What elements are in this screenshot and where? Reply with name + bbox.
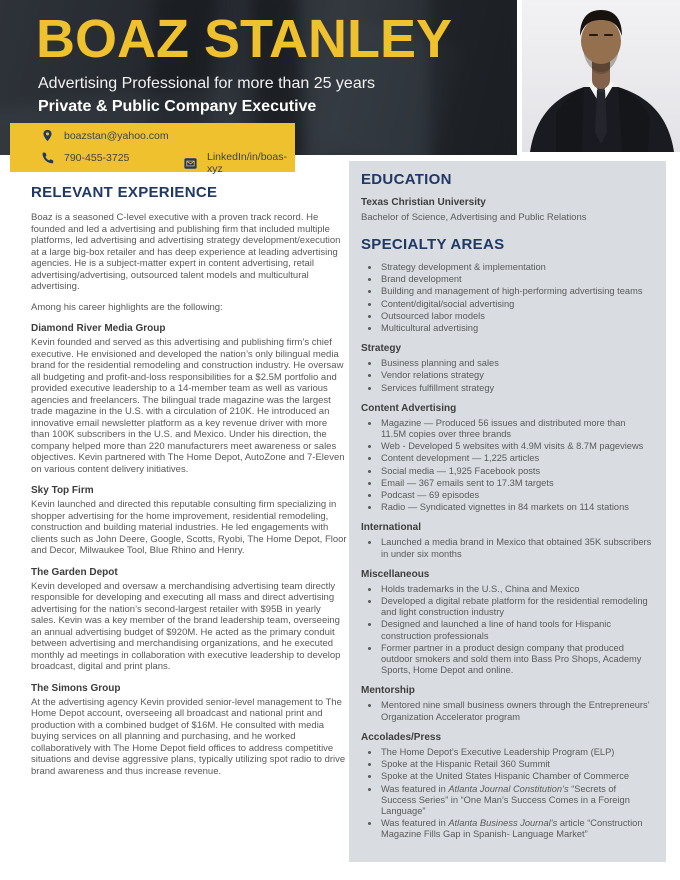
list-item: [361, 311, 652, 322]
experience-section-body: Kevin launched and directed this reputable consulting firm specializing in shopper advertising for the home improvement, residential remodeling, construction and building material industries. He led engagements with clients such as John Deere, Google, Scotts, Ryobi, The Home Depot, Floor and Decor, Milwaukee Tool, Blue Rhino and Henry.: [31, 499, 347, 556]
bullet-icon: [368, 506, 371, 509]
bullet-icon: [368, 775, 371, 778]
sidebar-group-list: [361, 358, 652, 394]
list-item-text: Brand development: [381, 274, 462, 285]
bullet-icon: [368, 751, 371, 754]
experience-section-title: Sky Top Firm: [31, 485, 94, 496]
bullet-icon: [368, 541, 371, 544]
bullet-icon: [368, 470, 371, 473]
list-item-text: Content development — 1,225 articles: [381, 453, 540, 464]
list-item: [361, 478, 652, 489]
email-link[interactable]: boazstan@yahoo.com: [64, 129, 169, 142]
list-item: [361, 358, 652, 369]
experience-section-title: The Simons Group: [31, 682, 121, 694]
list-item: [361, 537, 652, 559]
sidebar-groups: [361, 343, 652, 840]
list-item: [361, 262, 652, 273]
experience-section-body: Kevin founded and served as this advertising and publishing firm’s chief executive. He envisioned and developed the nation’s only bilingual media brand for the residential remodeling and construction industry. He oversaw all budgeting and profit-and-loss responsibilities for a $2.5M portfolio and provided executive leadership to a 14-member team as well as various agencies and freelancers. The bilingual trade magazine was the largest trade magazine in the U.S. with a circulation of 210K. He introduced an innovative email newsletter platform as a key revenue driver with more than 100K subscribers in the U.S. and Mexico. Under his direction, the company helped more than 220 manufacturers meet awareness or sales objectives. Kevin partnered with The Home Depot, AutoZone and 7-Eleven on various content delivery initiatives.: [31, 337, 345, 475]
experience-section-title: Diamond River Media Group: [31, 323, 166, 334]
bullet-icon: [368, 278, 371, 281]
list-item-text: Developed a digital rebate platform for the residential remodeling and light construction industry: [381, 596, 648, 618]
list-item-text: Content/digital/social advertising: [381, 298, 515, 309]
bullet-icon: [368, 457, 371, 460]
bullet-icon: [368, 315, 371, 318]
list-item: [361, 759, 652, 770]
experience-section-body: Kevin developed and oversaw a merchandising advertising team directly responsible for developing and executing all mass and direct advertising advertising for the nation’s second-largest retailer with $95B in yearly sales. Kevin was a key member of the brand leadership team, overseeing an annual advertising budget of $920M. He acted as the primary conduit between advertising and merchandising organizations, and he executed monthly ad meetings in collaboration with executive leadership to develop broadcast, digital and print plans.: [31, 580, 341, 672]
bullet-icon: [368, 763, 371, 766]
list-item: [361, 619, 652, 641]
header-tagline: Advertising Professional for more than 25 years: [38, 75, 376, 92]
person-name: BOAZ STANLEY: [36, 9, 452, 69]
sidebar-group-title: Strategy: [361, 343, 402, 355]
list-item: [361, 323, 652, 334]
list-item: [361, 466, 652, 477]
list-item: [361, 490, 652, 501]
list-item: [361, 441, 652, 452]
list-item-text: Holds trademarks in the U.S., China and Mexico: [381, 583, 580, 594]
phone-number[interactable]: 790-455-3725: [64, 151, 130, 164]
bullet-icon: [368, 303, 371, 306]
profile-photo-image: [522, 0, 680, 152]
list-item-text: Web - Developed 5 websites with 4.9M visits & 8.7M pageviews: [381, 441, 644, 452]
profile-photo: [522, 0, 680, 152]
list-item: [361, 700, 652, 722]
list-item: [361, 274, 652, 285]
experience-sections: [31, 323, 347, 777]
bullet-icon: [368, 588, 371, 591]
list-item-text: Designed and launched a line of hand tools for Hispanic construction professionals: [381, 619, 611, 641]
list-item: [361, 818, 652, 840]
sidebar-group-list: [361, 537, 652, 559]
sidebar-group-list: [361, 747, 652, 841]
envelope-icon: [184, 157, 197, 170]
list-item: [361, 584, 652, 595]
list-item: [361, 502, 652, 513]
bullet-icon: [368, 374, 371, 377]
bullet-icon: [368, 647, 371, 650]
list-item-text: Podcast — 69 episodes: [381, 490, 480, 501]
list-item: [361, 771, 652, 782]
bullet-icon: [368, 822, 371, 825]
list-item-text: Email — 367 emails sent to 17.3M targets: [381, 477, 554, 488]
bullet-icon: [368, 445, 371, 448]
sidebar-panel: [349, 161, 666, 862]
list-item: [361, 418, 652, 440]
list-item-text: Magazine — Produced 56 issues and distributed more than 11.5M copies over three brands: [381, 417, 626, 440]
linkedin-link[interactable]: LinkedIn/in/boas-xyz: [207, 151, 287, 175]
list-item-text: Spoke at the Hispanic Retail 360 Summit: [381, 759, 550, 770]
list-item-text: Strategy development & implementation: [381, 262, 546, 272]
sidebar-group-list: [361, 700, 652, 722]
list-item-text: Was featured in Atlanta Journal Constitution’s “Secrets of Success Series” in “One Man’s Success Comes in a Foreign Language”: [381, 783, 630, 816]
phone-icon: [41, 151, 54, 164]
list-item-text: Vendor relations strategy: [381, 370, 484, 381]
experience-section-body: At the advertising agency Kevin provided senior-level management to The Home Depot account, overseeing all broadcast and national print and production with a combined budget of $16M. He consulted with media buying services on all planning and purchasing, and he worked collaboratively with The Home Depot field offices to address competitive situations and devise aggressive plans, typically utilizing spot radio to drive brand awareness and thus increase revenue.: [31, 696, 346, 777]
list-item-text: Mentored nine small business owners through the Entrepreneurs’ Organization Accelerator program: [381, 700, 650, 722]
list-item-text: Radio — Syndicated vignettes in 84 markets on 114 stations: [381, 502, 629, 513]
contact-card: [10, 123, 295, 175]
list-item-text: Launched a media brand in Mexico that obtained 35K subscribers in under six months: [381, 537, 652, 559]
list-item-text: Social media — 1,925 Facebook posts: [381, 465, 541, 476]
list-item: [361, 299, 652, 310]
list-item-text: Former partner in a product design company that produced outdoor smokers and sold them into Bass Pro Shops, Academy Sports, Home Depot and online.: [381, 642, 642, 676]
list-item-text: Multicultural advertising: [381, 323, 479, 334]
sidebar-group-list: [361, 418, 652, 514]
bullet-icon: [368, 704, 371, 707]
list-item: [361, 784, 652, 818]
section-heading-relevant-experience: RELEVANT EXPERIENCE: [31, 184, 218, 201]
header-role: Private & Public Company Executive: [38, 98, 317, 115]
intro-paragraph: Boaz is a seasoned C-level executive with a proven track record. He founded and led a advertising and publishing firm that included multiple platforms, led advertising and advertising strategy development/execution at a large big-box retailer and has deep experience at leading advertising agencies. He is a subject-matter expert in content advertising, retail advertising/advertising, outsourced talent models and multicultural advertising.: [31, 212, 341, 292]
specialty-areas-list: [361, 262, 652, 334]
sidebar-group-title: Content Advertising: [361, 402, 457, 414]
bullet-icon: [368, 788, 371, 791]
list-item: [361, 747, 652, 758]
bullet-icon: [368, 290, 371, 293]
section-heading-specialty-areas: SPECIALTY AREAS: [361, 236, 505, 253]
bullet-icon: [368, 494, 371, 497]
bullet-icon: [368, 600, 371, 603]
list-item-text: Business planning and sales: [381, 358, 499, 369]
list-item-text: Was featured in Atlanta Business Journal’s article “Construction Magazine Fills Gap in Spanish- Language Market”: [381, 818, 643, 840]
list-item-text: Building and management of high-performing advertising teams: [381, 286, 643, 297]
list-item-text: Outsourced labor models: [381, 310, 485, 321]
list-item-text: Spoke at the United States Hispanic Chamber of Commerce: [381, 771, 630, 782]
list-item-text: Services fulfillment strategy: [381, 382, 495, 393]
sidebar-group-title: International: [361, 522, 422, 534]
section-heading-education: EDUCATION: [361, 171, 452, 188]
list-item: [361, 370, 652, 381]
sidebar-group-list: [361, 584, 652, 677]
experience-column: [31, 184, 347, 777]
sidebar-group-title: Accolades/Press: [361, 731, 442, 743]
list-item: [361, 286, 652, 297]
list-item: [361, 643, 652, 677]
list-item-text: The Home Depot’s Executive Leadership Program (ELP): [381, 746, 615, 757]
education-school: Texas Christian University: [361, 197, 486, 208]
sidebar-group-title: Mentorship: [361, 685, 415, 697]
bullet-icon: [368, 482, 371, 485]
list-item: [361, 453, 652, 464]
list-item: [361, 383, 652, 394]
bullet-icon: [368, 327, 371, 330]
bullet-icon: [368, 422, 371, 425]
location-pin-icon: [41, 129, 54, 142]
bullet-icon: [368, 266, 371, 269]
education-degree: Bachelor of Science, Advertising and Public Relations: [361, 212, 587, 223]
bullet-icon: [368, 387, 371, 390]
bullet-icon: [368, 362, 371, 365]
bullet-icon: [368, 623, 371, 626]
highlights-lead-in: Among his career highlights are the following:: [31, 301, 223, 313]
list-item: [361, 596, 652, 618]
experience-section-title: The Garden Depot: [31, 566, 118, 578]
sidebar-group-title: Miscellaneous: [361, 568, 430, 580]
